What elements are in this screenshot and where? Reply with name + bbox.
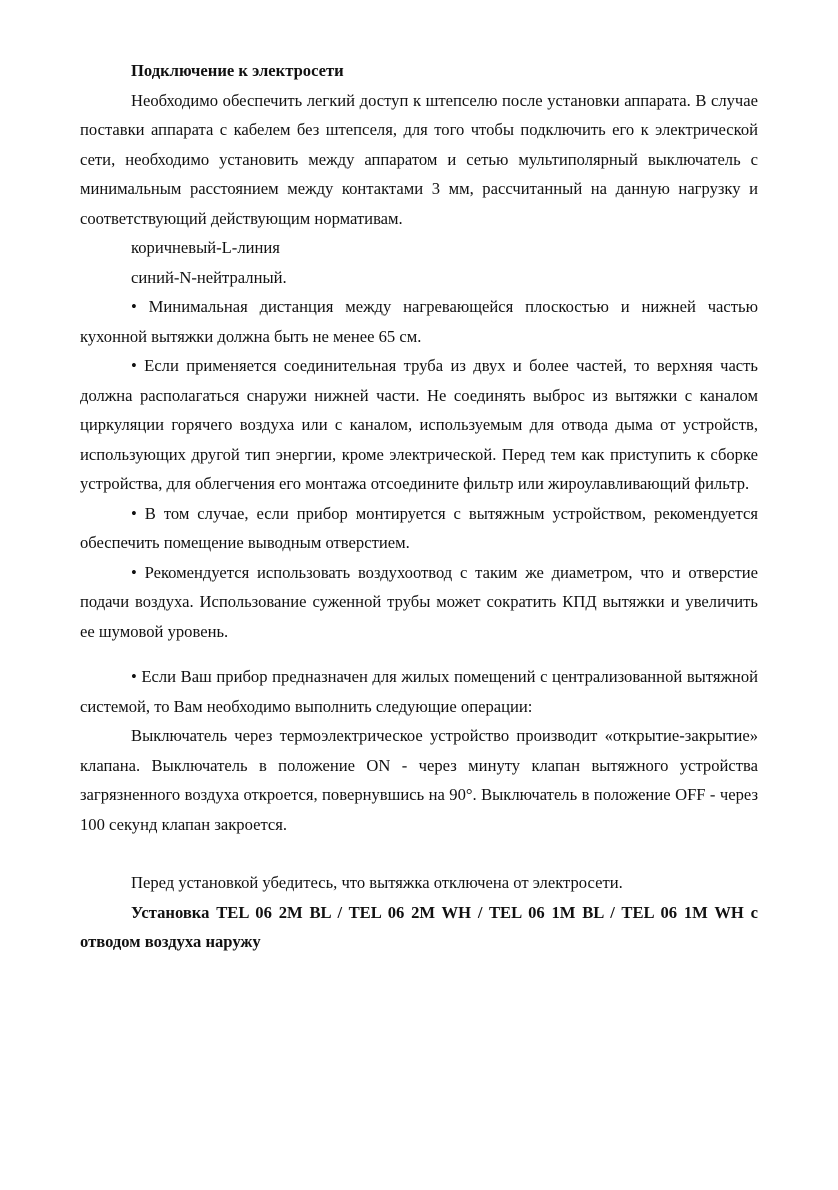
paragraph-switch: Выключатель через термоэлектрическое устройство производит «открытие-закрытие» клапана. Выключатель в положение ON - через минуту клапан вытяжного устройства загрязненного воздуха откроется, повернувшись на 90°. Выключатель в положение OFF - через 100 секунд клапан закроется.: [80, 726, 758, 834]
install-heading: Установка TEL 06 2M BL / TEL 06 2M WH / TEL 06 1M BL / TEL 06 1M WH с отводом воздуха наружу: [80, 902, 758, 951]
spacer: [80, 646, 758, 662]
bullet-duct-diameter: • Рекомендуется использовать воздухоотвод с таким же диаметром, что и отверстие подачи воздуха. Использование суженной трубы может сократить КПД вытяжки и увеличить ее шумовой уровень.: [80, 562, 758, 641]
bullet-connecting-pipe: • Если применяется соединительная труба из двух и более частей, то верхняя часть должна располагаться снаружи нижней части. Не соединять выброс из вытяжки с каналом циркуляции горячего воздуха или с каналом, используемым для отвода дыма от устройств, использующих другой тип энергии, кроме электрической. Перед тем как приступить к сборке устройства, для облегчения его монтажа отсоедините фильтр или жироулавливающий фильтр.: [80, 356, 758, 493]
wire-brown: коричневый-L-линия: [131, 238, 280, 257]
bullet-exhaust-device: • В том случае, если прибор монтируется с вытяжным устройством, рекомендуется обеспечить помещение выводным отверстием.: [80, 503, 758, 552]
document-page: [80, 56, 758, 957]
section-heading: Подключение к электросети: [131, 61, 344, 80]
wire-blue: синий-N-нейтралный.: [131, 267, 287, 287]
bullet-min-distance: • Минимальная дистанция между нагревающейся плоскостью и нижней частью кухонной вытяжки должна быть не менее 65 см.: [80, 297, 758, 346]
bullet-central-system: • Если Ваш прибор предназначен для жилых помещений с централизованной вытяжной системой, то Вам необходимо выполнить следующие операции:: [80, 667, 758, 716]
spacer: [80, 839, 758, 868]
paragraph-before-install: Перед установкой убедитесь, что вытяжка отключена от электросети.: [131, 873, 623, 892]
paragraph-power-access: Необходимо обеспечить легкий доступ к штепселю после установки аппарата. В случае поставки аппарата с кабелем без штепселя, для того чтобы подключить его к электрической сети, необходимо установить между аппаратом и сетью мультиполярный выключатель с минимальным расстоянием между контактами 3 мм, рассчитанный на данную нагрузку и соответствующий действующим нормативам.: [80, 90, 758, 228]
